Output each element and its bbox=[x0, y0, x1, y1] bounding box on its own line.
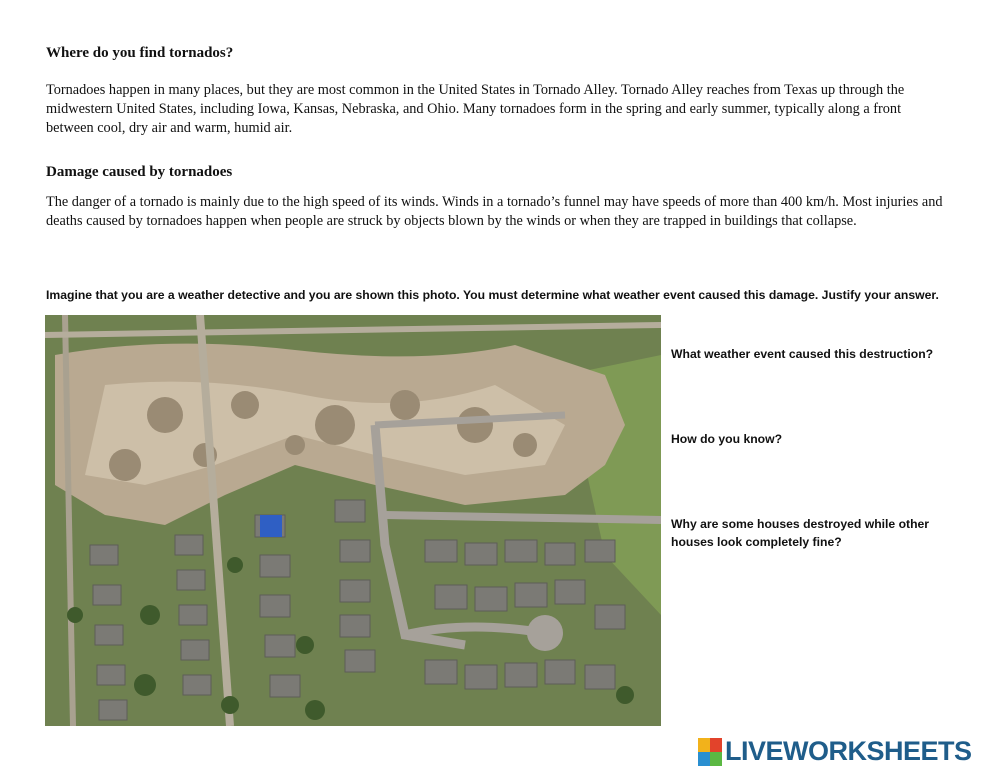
aerial-neighborhood-image bbox=[45, 315, 661, 726]
section-1-heading: Where do you find tornados? bbox=[46, 45, 234, 61]
question-1: What weather event caused this destruction? bbox=[671, 347, 934, 361]
answer-field-2[interactable] bbox=[671, 452, 971, 488]
answer-field-1[interactable] bbox=[671, 367, 971, 403]
question-2: How do you know? bbox=[671, 432, 783, 446]
liveworksheets-mark-icon bbox=[698, 738, 722, 766]
section-1-body: Tornadoes happen in many places, but they are most common in the United States in Tornado Alley. Tornado Alley reaches from Texas up through the midwestern United States, including Iowa, Kansas, Nebraska, and Ohio. Many tornadoes form in the spring and early summer, typically along a front between cool, dry air and warm, humid air. bbox=[46, 82, 905, 136]
logo-text: LIVEWORKSHEETS bbox=[725, 736, 972, 766]
section-2-heading: Damage caused by tornadoes bbox=[46, 164, 233, 180]
answer-field-3[interactable] bbox=[671, 555, 971, 591]
activity-prompt: Imagine that you are a weather detective and you are shown this photo. You must determine what weather event caused this damage. Justify your answer. bbox=[46, 288, 939, 302]
section-2-body: The danger of a tornado is mainly due to the high speed of its winds. Winds in a tornado’s funnel may have speeds of more than 400 km/h. Most injuries and deaths caused by tornadoes happen when people are struck by objects blown by the winds or when they are trapped in buildings that collapse. bbox=[46, 194, 943, 229]
liveworksheets-logo bbox=[698, 736, 972, 767]
question-3: Why are some houses destroyed while other houses look completely fine? bbox=[671, 517, 930, 549]
tornado-damage-photo bbox=[45, 315, 661, 726]
